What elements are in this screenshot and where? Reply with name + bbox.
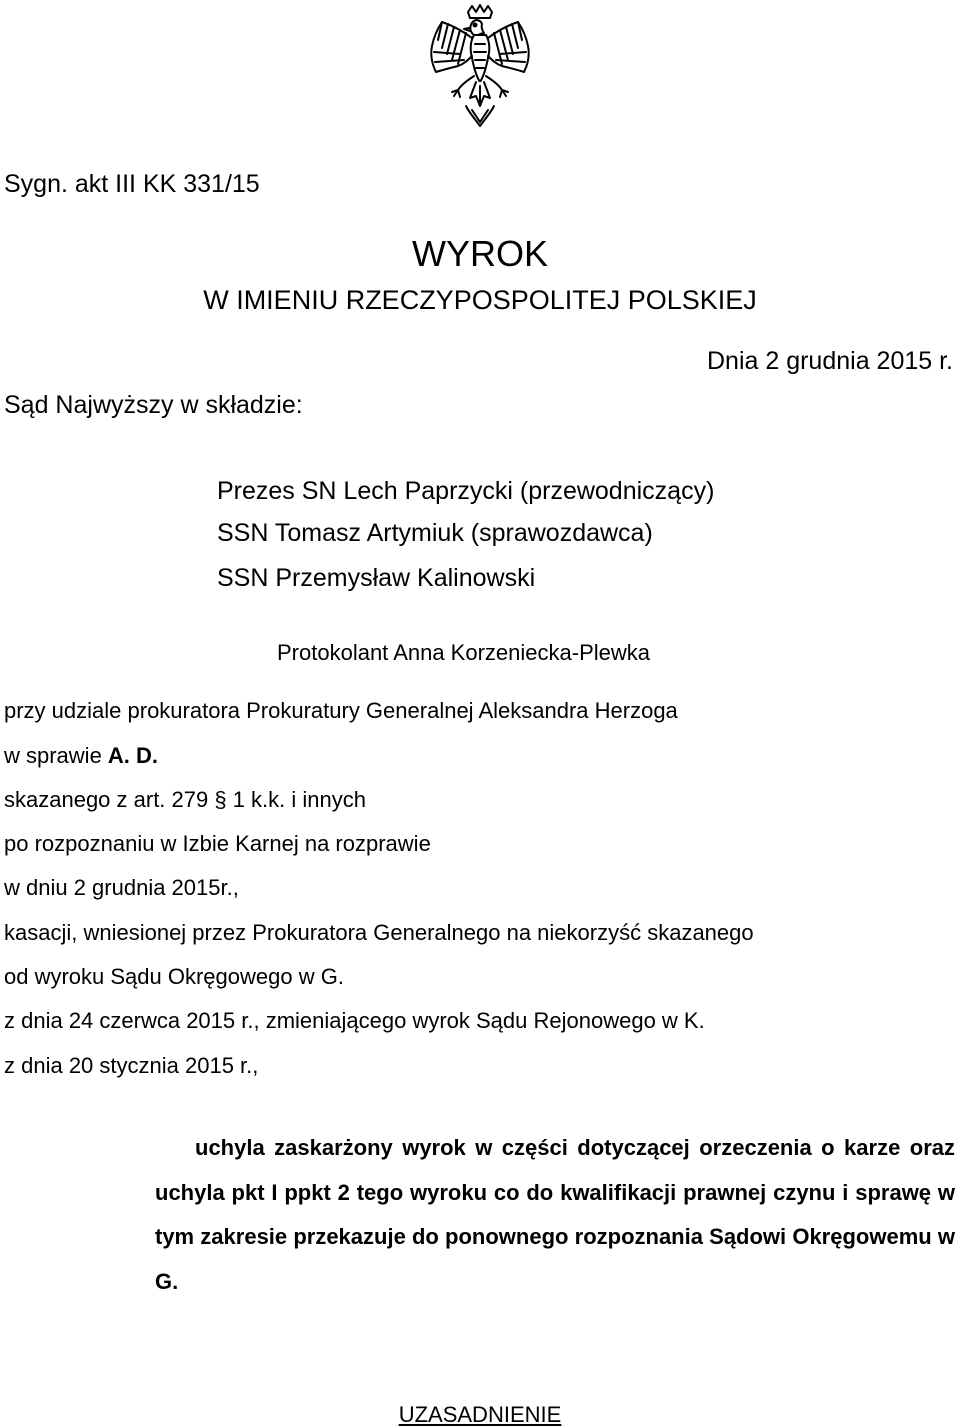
matter-prefix: w sprawie	[4, 743, 108, 768]
section-heading	[0, 1402, 960, 1428]
judgment-title: WYROK	[411, 233, 548, 274]
matter-line	[4, 743, 158, 769]
hearing-line: po rozpoznaniu w Izbie Karnej na rozprawie	[4, 831, 431, 856]
cassation-line: kasacji, wniesionej przez Prokuratora Generalnego na niekorzyść skazanego	[4, 920, 754, 945]
appealed-judgment-date-line: z dnia 24 czerwca 2015 r., zmieniającego wyrok Sądu Rejonowego w K.	[4, 1008, 705, 1033]
case-signature: Sygn. akt III KK 331/15	[4, 170, 260, 198]
court-composition-label: Sąd Najwyższy w składzie:	[4, 391, 303, 419]
polish-eagle-emblem-icon	[420, 2, 540, 130]
charge-line: skazanego z art. 279 § 1 k.k. i innych	[4, 787, 366, 812]
judge-rapporteur: SSN Tomasz Artymiuk (sprawozdawca)	[217, 519, 653, 547]
court-clerk: Protokolant Anna Korzeniecka-Plewka	[277, 640, 650, 665]
judge-presiding: Prezes SN Lech Paprzycki (przewodniczący)	[217, 477, 715, 505]
judge-member: SSN Przemysław Kalinowski	[217, 564, 536, 592]
judgment-date: Dnia 2 grudnia 2015 r.	[706, 347, 953, 375]
section-heading-label: UZASADNIENIE	[398, 1402, 562, 1427]
judgment-subtitle: W IMIENIU RZECZYPOSPOLITEJ POLSKIEJ	[203, 285, 757, 315]
prosecutor-line: przy udziale prokuratora Prokuratury Generalnej Aleksandra Herzoga	[4, 698, 678, 723]
ruling-text: uchyla zaskarżony wyrok w części dotyczącej orzeczenia o karze oraz uchyla pkt I ppkt 2 tego wyroku co do kwalifikacji prawnej czynu i sprawę w tym zakresie przekazuje do ponownego rozpoznania Sądowi Okręgowemu w G.	[155, 1135, 955, 1294]
matter-name: A. D.	[107, 743, 159, 768]
appealed-judgment-line: od wyroku Sądu Okręgowego w G.	[4, 964, 344, 989]
hearing-date-line: w dniu 2 grudnia 2015r.,	[4, 875, 239, 900]
first-instance-date-line: z dnia 20 stycznia 2015 r.,	[4, 1053, 259, 1078]
